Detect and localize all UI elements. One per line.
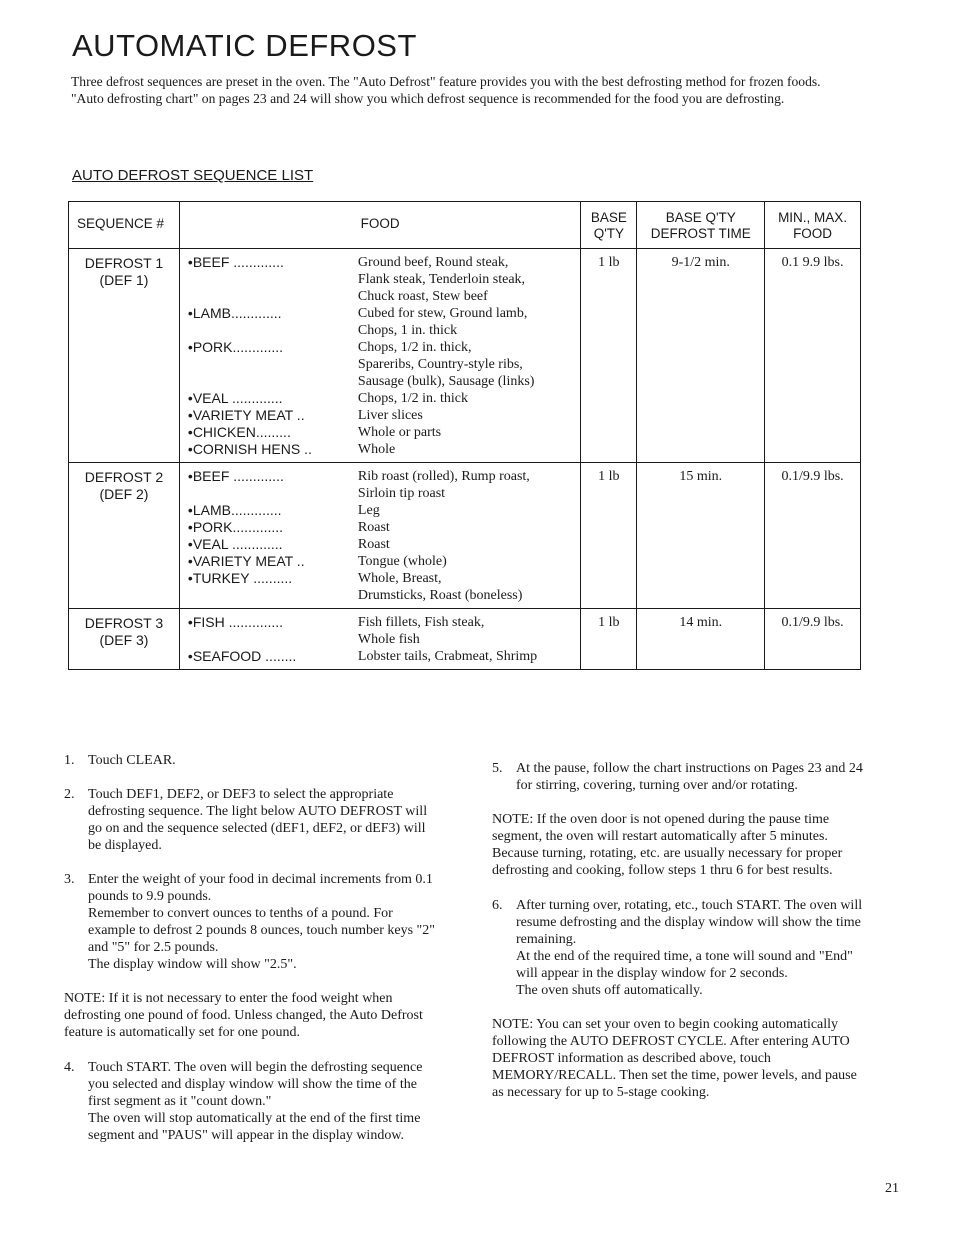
intro-paragraph-2: "Auto defrosting chart" on pages 23 and 24 will show you which defrost sequence is recommended for the food you are defrosting. (71, 91, 785, 106)
food-item (188, 519, 576, 536)
food-item (188, 339, 576, 390)
instructions-right-column (492, 760, 866, 1119)
food-name: •VARIETY MEAT .. (187, 407, 305, 423)
sequence-name: DEFROST 1 (84, 255, 164, 271)
food-name: •CHICKEN......... (187, 424, 291, 440)
defrost-time-cell: 9-1/2 min. (637, 249, 765, 463)
food-name: •VEAL ............. (187, 536, 283, 552)
table-row (69, 463, 861, 609)
food-description: Cubed for stew, Ground lamb, Chops, 1 in. thick (357, 306, 528, 338)
food-description: Whole or parts (357, 425, 442, 440)
food-item (188, 305, 576, 339)
food-cell (179, 463, 580, 609)
food-name: •BEEF ............. (187, 254, 284, 270)
step-number: 3. (64, 872, 75, 887)
food-item (188, 424, 576, 441)
sequence-cell (69, 463, 180, 609)
food-description: Leg (357, 503, 380, 518)
note-3 (492, 1016, 866, 1101)
table-row (69, 609, 861, 670)
food-description: Whole, Breast, Drumsticks, Roast (boneless) (357, 571, 523, 603)
note-1 (64, 990, 440, 1041)
food-description: Roast (357, 537, 390, 552)
food-description: Chops, 1/2 in. thick (357, 391, 468, 406)
food-item (188, 254, 576, 305)
header-sequence: SEQUENCE # (69, 202, 180, 249)
step-text: Touch CLEAR. (88, 753, 176, 768)
food-item (188, 407, 576, 424)
food-description: Liver slices (357, 408, 423, 423)
header-base-qty-time: BASE Q'TY DEFROST TIME (637, 202, 765, 249)
defrost-time-cell: 14 min. (637, 609, 765, 670)
step-2 (64, 786, 440, 854)
food-name: •LAMB............. (187, 502, 282, 518)
food-description: Lobster tails, Crabmeat, Shrimp (357, 649, 538, 664)
food-item (188, 648, 576, 665)
food-name: •LAMB............. (187, 305, 282, 321)
base-qty-cell: 1 lb (581, 609, 637, 670)
step-text: The display window will show "2.5". (88, 957, 297, 972)
food-item (188, 536, 576, 553)
intro-text (71, 73, 871, 107)
step-number: 4. (64, 1060, 75, 1075)
note-2 (492, 811, 866, 879)
step-text: The oven will stop automatically at the end of the first time segment and "PAUS" will appear in the display window. (88, 1111, 421, 1143)
food-item (188, 570, 576, 604)
step-text: Enter the weight of your food in decimal increments from 0.1 pounds to 9.9 pounds. (88, 872, 433, 904)
sequence-cell (69, 609, 180, 670)
header-base-qty: BASE Q'TY (581, 202, 637, 249)
page-number: 21 (885, 1181, 899, 1196)
step-6 (492, 897, 866, 999)
step-4 (64, 1059, 440, 1144)
sequence-code: (DEF 1) (99, 272, 149, 288)
min-max-cell: 0.1/9.9 lbs. (765, 463, 861, 609)
section-heading: AUTO DEFROST SEQUENCE LIST (72, 167, 314, 184)
food-description: Fish fillets, Fish steak, Whole fish (357, 615, 485, 647)
food-item (188, 553, 576, 570)
step-5 (492, 760, 866, 794)
food-item (188, 390, 576, 407)
step-1 (64, 752, 440, 769)
sequence-name: DEFROST 2 (84, 469, 164, 485)
food-name: •PORK............. (187, 339, 284, 355)
header-min-max: MIN., MAX. FOOD (765, 202, 861, 249)
food-item (188, 441, 576, 458)
step-number: 6. (492, 898, 503, 913)
step-3 (64, 871, 440, 973)
min-max-cell: 0.1 9.9 lbs. (765, 249, 861, 463)
table-header-row (69, 202, 861, 249)
step-text: Touch DEF1, DEF2, or DEF3 to select the appropriate defrosting sequence. The light below AUTO DEFROST will go on and the sequence selected (dEF1, dEF2, or dEF3) will be displayed. (88, 787, 428, 853)
step-text: After turning over, rotating, etc., touch START. The oven will resume defrosting and the display window will show the time remaining. (516, 898, 863, 947)
step-text: Remember to convert ounces to tenths of a pound. For example to defrost 2 pounds 8 ounces, touch number keys "2" and "5" for 2.5 pounds. (88, 906, 435, 955)
food-name: •FISH .............. (187, 614, 284, 630)
food-cell (179, 249, 580, 463)
food-name: •TURKEY .......... (187, 570, 293, 586)
food-name: •VEAL ............. (187, 390, 283, 406)
page-title: AUTOMATIC DEFROST (72, 28, 417, 63)
food-item (188, 614, 576, 648)
food-description: Ground beef, Round steak, Flank steak, Tenderloin steak, Chuck roast, Stew beef (357, 255, 526, 304)
step-text: At the end of the required time, a tone will sound and "End" will appear in the display window for 2 seconds. (516, 949, 853, 981)
base-qty-cell: 1 lb (581, 463, 637, 609)
food-description: Rib roast (rolled), Rump roast, Sirloin tip roast (357, 469, 530, 501)
food-name: •CORNISH HENS .. (187, 441, 312, 457)
food-description: Whole (357, 442, 396, 457)
food-name: •SEAFOOD ........ (187, 648, 297, 664)
step-number: 5. (492, 761, 503, 776)
sequence-cell (69, 249, 180, 463)
food-name: •BEEF ............. (187, 468, 284, 484)
step-text: At the pause, follow the chart instructions on Pages 23 and 24 for stirring, covering, turning over and/or rotating. (516, 761, 863, 793)
step-number: 2. (64, 787, 75, 802)
food-name: •VARIETY MEAT .. (187, 553, 305, 569)
food-item (188, 502, 576, 519)
base-qty-cell: 1 lb (581, 249, 637, 463)
sequence-name: DEFROST 3 (84, 615, 164, 631)
intro-paragraph-1: Three defrost sequences are preset in the oven. The "Auto Defrost" feature provides you with the best defrosting method for frozen foods. (71, 74, 821, 89)
food-name: •PORK............. (187, 519, 284, 535)
sequence-code: (DEF 3) (99, 632, 149, 648)
min-max-cell: 0.1/9.9 lbs. (765, 609, 861, 670)
step-text: The oven shuts off automatically. (516, 983, 703, 998)
instructions-left-column (64, 752, 440, 1161)
note-text: NOTE: You can set your oven to begin cooking automatically following the AUTO DEFROST CYCLE. After entering AUTO DEFROST information as described above, touch MEMORY/RECALL. Then set the time, power levels, and pause as necessary for up to 5-stage cooking. (492, 1017, 857, 1100)
food-description: Roast (357, 520, 390, 535)
food-description: Tongue (whole) (357, 554, 447, 569)
defrost-sequence-table (68, 201, 861, 670)
step-text: Touch START. The oven will begin the defrosting sequence you selected and display window will show the time of the first segment as it "count down." (88, 1060, 423, 1109)
food-description: Chops, 1/2 in. thick, Spareribs, Country-style ribs, Sausage (bulk), Sausage (links) (357, 340, 535, 389)
defrost-time-cell: 15 min. (637, 463, 765, 609)
note-text: NOTE: If it is not necessary to enter the food weight when defrosting one pound of food. Unless changed, the Auto Defrost feature is automatically set for one pound. (64, 991, 423, 1040)
food-cell (179, 609, 580, 670)
note-text: NOTE: If the oven door is not opened during the pause time segment, the oven will restart automatically after 5 minutes. Because turning, rotating, etc. are usually necessary for proper defrosting and cooking, follow steps 1 thru 6 for best results. (492, 812, 843, 878)
step-number: 1. (64, 753, 75, 768)
food-item (188, 468, 576, 502)
sequence-code: (DEF 2) (99, 486, 149, 502)
header-food: FOOD (179, 202, 580, 249)
table-row (69, 249, 861, 463)
